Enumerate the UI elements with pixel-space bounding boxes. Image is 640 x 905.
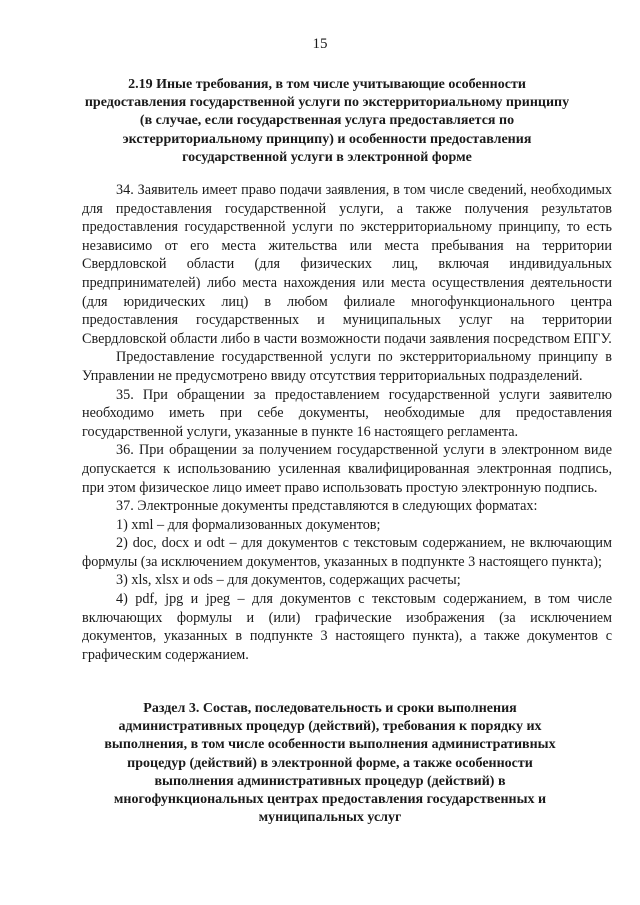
section-2-19-body [82, 181, 612, 664]
paragraph-36: 36. При обращении за получением государственной услуги в электронном виде допускается к использованию усиленная квалифицированная электронная подпись, при этом физическое лицо имеет право использовать простую электронную подпись. [82, 442, 612, 496]
paragraph-extraterritorial-note: Предоставление государственной услуги по экстерриториальному принципу в Управлении не предусмотрено ввиду отсутствия территориальных подразделений. [82, 349, 612, 384]
list-item-4: 4) pdf, jpg и jpeg – для документов с текстовым содержанием, в том числе включающих формулы и (или) графические изображения (за исключением документов, указанных в подпункте 3 настоящего пункта), а также документов с графическим содержанием. [82, 591, 612, 663]
page-number: 15 [312, 36, 328, 52]
list-item-2: 2) doc, docx и odt – для документов с текстовым содержанием, не включающим формулы (за исключением документов, указанных в подпункте 3 настоящего пункта); [82, 535, 612, 570]
list-item-3: 3) xls, xlsx и ods – для документов, содержащих расчеты; [116, 572, 461, 589]
paragraph-35: 35. При обращении за предоставлением государственной услуги заявителю необходимо иметь при себе документы, необходимые для предоставления государственной услуги, указанные в пункте 16 настоящего регламента. [82, 386, 612, 440]
paragraph-34: 34. Заявитель имеет право подачи заявления, в том числе сведений, необходимых для предоставления государственной услуги, а также получения результатов предоставления государственной услуги по экстерриториальному принципу, то есть независимо от его места жительства или места пребывания на территории Свердловской области (для физических лиц, включая индивидуальных предпринимателей) либо места нахождения или места осуществления деятельности (для юридических лиц) в любом филиале многофункционального центра предоставления государственных и муниципальных услуг на территории Свердловской области либо в части возможности подачи заявления посредством ЕПГУ. [82, 182, 612, 347]
section-3-heading: Раздел 3. Состав, последовательность и сроки выполнения административных процедур (действий), требования к порядку их выполнения, в том числе особенности выполнения административных процедур (действий) в электронной форме, а также особенности выполнения административных процедур (действий) в многофункциональных центрах предоставления государственных и муниципальных услуг [104, 701, 556, 826]
list-item-1: 1) xml – для формализованных документов; [116, 516, 381, 533]
paragraph-37: 37. Электронные документы представляются в следующих форматах: [116, 498, 538, 515]
section-2-19-heading: 2.19 Иные требования, в том числе учитывающие особенности предоставления государственной услуги по экстерриториальному принципу (в случае, если государственная услуга предоставляется по экстерриториальному принципу) и особенности предоставления государственной услуги в электронной форме [84, 77, 570, 165]
